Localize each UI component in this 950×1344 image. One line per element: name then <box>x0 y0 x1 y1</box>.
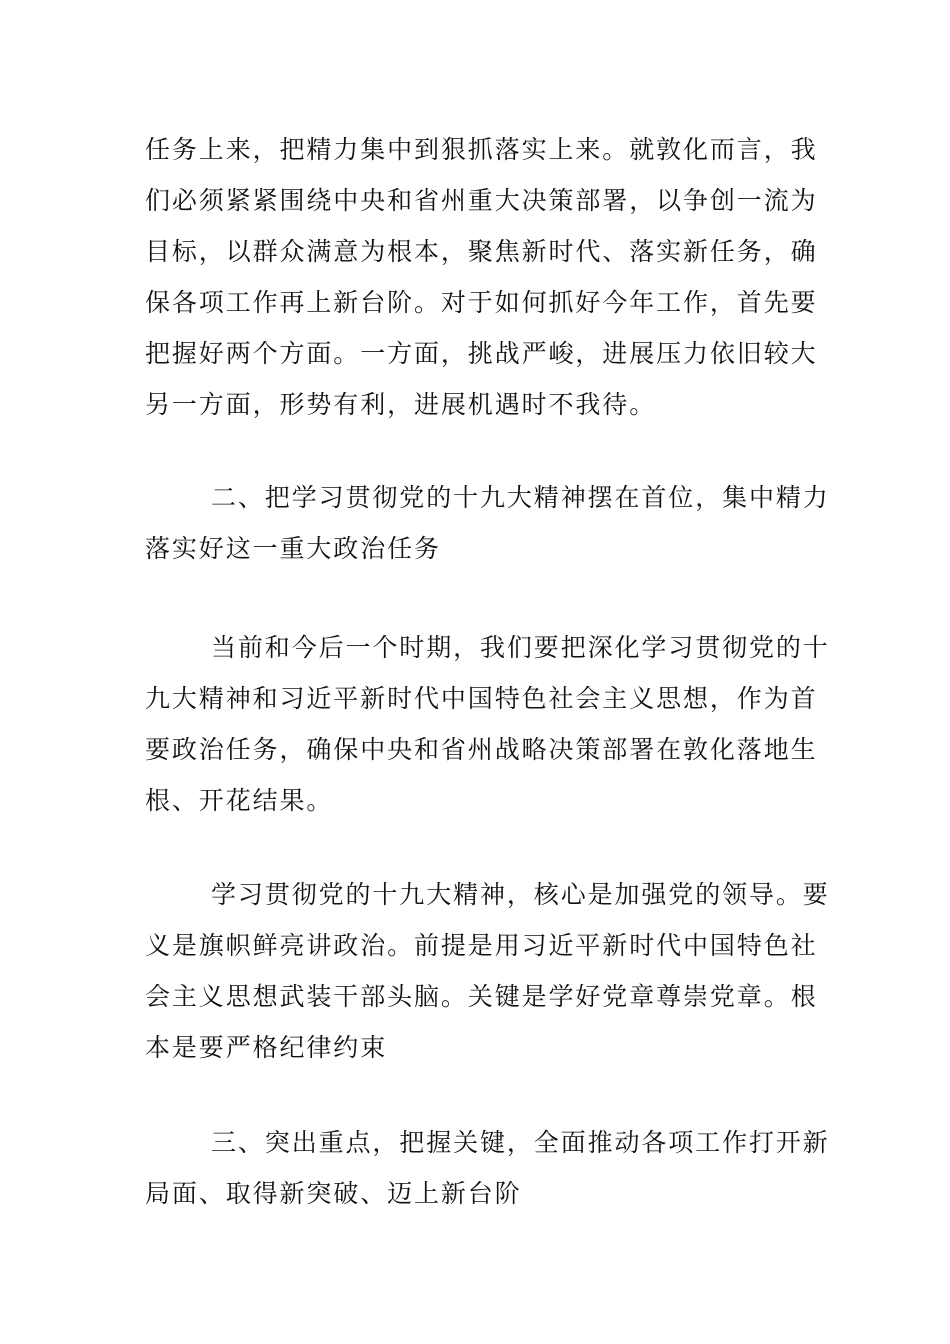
text-line: 要政治任务，确保中央和省州战略决策部署在敦化落地生 <box>145 735 818 764</box>
text-line: 们必须紧紧围绕中央和省州重大决策部署，以争创一流为 <box>145 186 818 215</box>
text-line: 会主义思想武装干部头脑。关键是学好党章尊崇党章。根 <box>145 982 818 1011</box>
text-line: 学习贯彻党的十九大精神，核心是加强党的领导。要 <box>211 880 830 909</box>
text-line: 落实好这一重大政治任务 <box>145 534 441 563</box>
text-line: 二、把学习贯彻党的十九大精神摆在首位，集中精力 <box>211 483 830 512</box>
text-line: 九大精神和习近平新时代中国特色社会主义思想，作为首 <box>145 684 818 713</box>
text-line: 另一方面，形势有利，进展机遇时不我待。 <box>145 390 657 419</box>
text-line: 目标，以群众满意为根本，聚焦新时代、落实新任务，确 <box>145 237 818 266</box>
text-line: 把握好两个方面。一方面，挑战严峻，进展压力依旧较大 <box>145 339 818 368</box>
text-line: 本是要严格纪律约束 <box>145 1033 388 1062</box>
text-line: 根、开花结果。 <box>145 786 334 815</box>
body-paragraph <box>145 622 830 826</box>
section-heading <box>145 472 830 574</box>
text-line: 三、突出重点，把握关键，全面推动各项工作打开新 <box>211 1128 830 1157</box>
text-line: 义是旗帜鲜亮讲政治。前提是用习近平新时代中国特色社 <box>145 931 818 960</box>
text-line: 当前和今后一个时期，我们要把深化学习贯彻党的十 <box>211 633 830 662</box>
text-line: 任务上来，把精力集中到狠抓落实上来。就敦化而言，我 <box>145 135 818 164</box>
body-paragraph <box>145 869 830 1073</box>
text-line: 局面、取得新突破、迈上新台阶 <box>145 1179 522 1208</box>
text-line: 保各项工作再上新台阶。对于如何抓好今年工作，首先要 <box>145 288 818 317</box>
section-heading <box>145 1117 830 1219</box>
body-paragraph <box>145 124 818 430</box>
